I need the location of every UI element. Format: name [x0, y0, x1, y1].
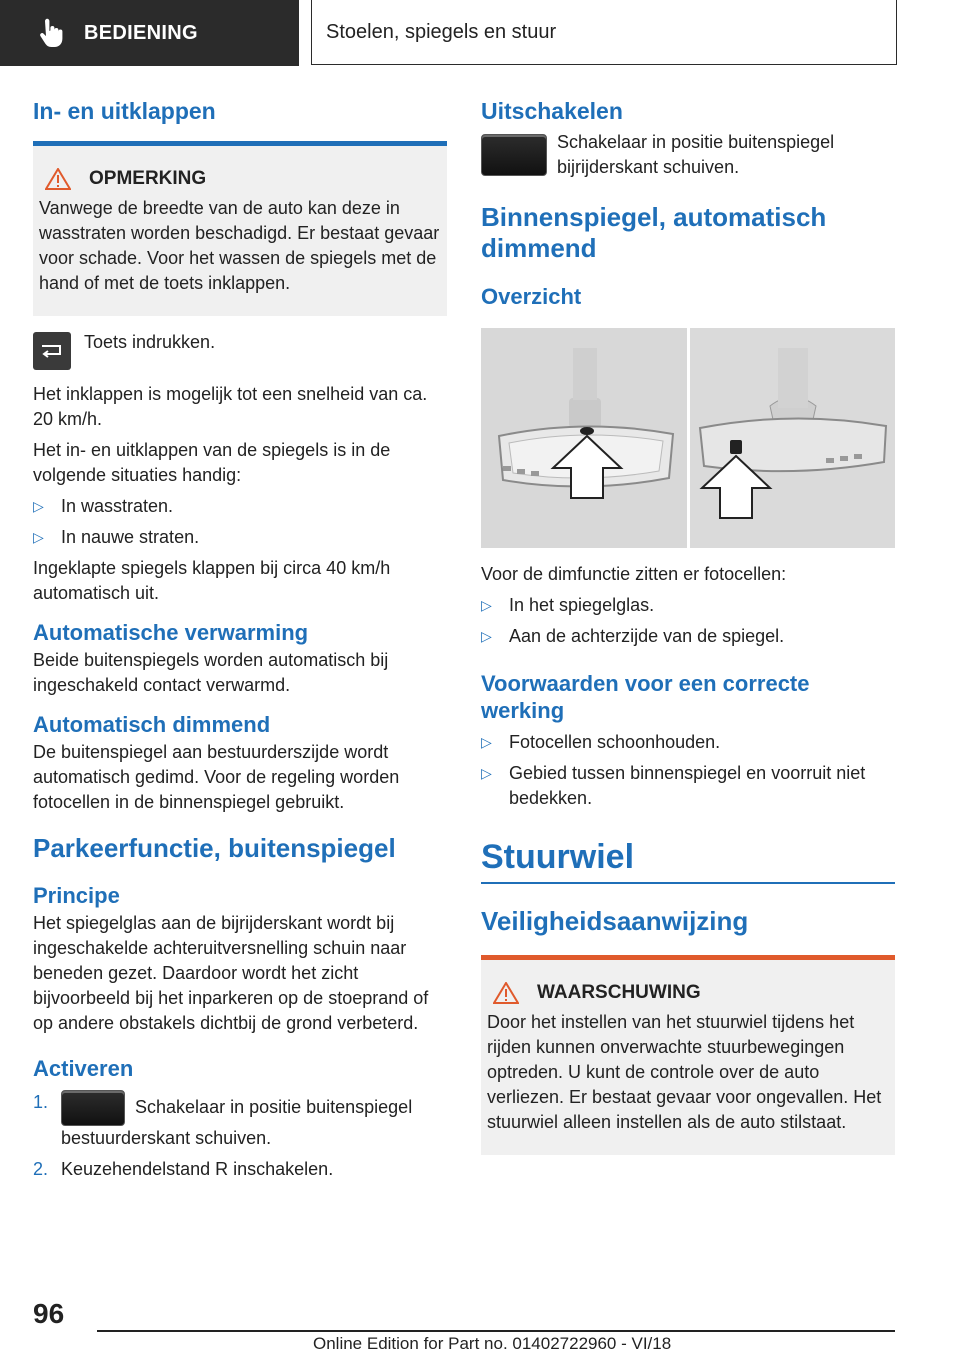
chapter-rule — [481, 882, 895, 884]
triangle-bullet-icon: ▷ — [481, 628, 492, 645]
fold-button-row — [33, 332, 447, 370]
heading-inner-mirror: Binnenspiegel, automatisch dimmend — [481, 201, 827, 263]
list-item: 1. Schakelaar in positie buitenspiegel bestuurderskant schuiven. — [33, 1092, 413, 1149]
notice-text: Vanwege de breedte van de auto kan deze in wasstraten worden beschadigd. Er bestaat gevaar voor schade. Voor het wassen de spiegels met de hand of met de toets inklappen. — [39, 197, 440, 293]
list-item: ▷ Gebied tussen binnenspiegel en voorruit niet bedekken. — [481, 761, 895, 811]
triangle-bullet-icon: ▷ — [33, 528, 44, 545]
heading-heating: Automatische verwarming — [33, 619, 309, 645]
right-column — [481, 98, 895, 1155]
mirror-back-image — [690, 328, 896, 548]
mirror-switch-icon — [481, 134, 547, 176]
heading-fold: In- en uitklappen — [33, 98, 216, 124]
unfold-text: Ingeklapte spiegels klappen bij circa 40 km/h automatisch uit. — [33, 557, 391, 603]
section-tab — [0, 0, 299, 66]
heading-activate: Activeren — [33, 1055, 134, 1081]
left-column — [33, 98, 447, 1182]
footer-rule — [97, 1330, 895, 1332]
fold-speed-text: Het inklappen is mogelijk tot een snelheid van ca. 20 km/h. — [33, 383, 428, 429]
chapter-title: Stuurwiel — [481, 838, 635, 877]
triangle-bullet-icon: ▷ — [481, 765, 492, 782]
hand-pointer-icon — [34, 17, 66, 49]
button-instruction: Toets indrukken. — [84, 331, 216, 352]
warning-text: Door het instellen van het stuurwiel tijdens het rijden kunnen onverwachte stuurbewegingen optreden. U kunt de controle over de auto verliezen. Er bestaat gevaar voor ongevallen. Het stuurwiel alleen instellen als de auto stilstaat. — [487, 1012, 882, 1133]
principle-text: Het spiegelglas aan de bijrijderskant wordt bij ingeschakelde achteruitversnelling schuin naar beneden gezet. Daardoor wordt het zicht bijvoorbeeld bij het inparkeren op de stoeprand of op andere obstakels dichtbij de grond verbeterd. — [33, 912, 429, 1033]
list-item: 2. Keuzehendelstand R inschakelen. — [33, 1159, 334, 1180]
page-header — [0, 0, 960, 66]
warning-box — [481, 955, 895, 1155]
mirror-figure — [481, 328, 895, 548]
list-item: ▷ In het spiegelglas. — [481, 593, 895, 618]
warning-title: WAARSCHUWING — [537, 982, 701, 1004]
photocell-text: Voor de dimfunctie zitten er fotocellen: — [481, 564, 787, 585]
notice-box — [33, 141, 447, 316]
list-item: ▷ Fotocellen schoonhouden. — [481, 730, 895, 755]
warning-triangle-icon — [493, 982, 519, 1004]
edition-text: Online Edition for Part no. 01402722960 - VI/18 — [313, 1334, 672, 1353]
warning-triangle-icon — [45, 168, 71, 190]
mirror-front-image — [481, 328, 687, 548]
breadcrumb-title: Stoelen, spiegels en stuur — [326, 20, 557, 43]
heading-parking: Parkeerfunctie, buitenspiegel — [33, 833, 396, 864]
heading-safety: Veiligheidsaanwijzing — [481, 905, 749, 936]
heading-deactivate: Uitschakelen — [481, 98, 623, 124]
triangle-bullet-icon: ▷ — [33, 497, 44, 514]
heading-dimming: Automatisch dimmend — [33, 711, 271, 737]
dimming-text: De buitenspiegel aan bestuurderszijde wordt automatisch gedimd. Voor de regeling worden fotocellen in de binnenspiegel gebruikt. — [33, 742, 400, 813]
breadcrumb — [311, 0, 897, 65]
notice-title: OPMERKING — [89, 167, 207, 189]
heading-principle: Principe — [33, 882, 120, 908]
heading-overview: Overzicht — [481, 283, 582, 309]
fold-situations-text: Het in- en uitklappen van de spiegels is in de volgende situaties handig: — [33, 439, 391, 485]
triangle-bullet-icon: ▷ — [481, 597, 492, 614]
triangle-bullet-icon: ▷ — [481, 734, 492, 751]
mirror-switch-icon — [61, 1090, 125, 1126]
section-label: BEDIENING — [84, 21, 198, 44]
list-item: ▷ Aan de achterzijde van de spiegel. — [481, 624, 895, 649]
heading-conditions: Voorwaarden voor een correcte werking — [481, 671, 810, 723]
deactivate-row — [481, 131, 895, 180]
list-item: ▷ In wasstraten. — [33, 494, 447, 519]
mirror-fold-button-icon — [33, 332, 71, 370]
list-item: ▷ In nauwe straten. — [33, 525, 447, 550]
heating-text: Beide buitenspiegels worden automatisch bij ingeschakeld contact verwarmd. — [33, 649, 389, 695]
page-number: 96 — [33, 1298, 65, 1329]
deactivate-text: Schakelaar in positie buitenspiegel bijrijderskant schuiven. — [557, 131, 835, 177]
